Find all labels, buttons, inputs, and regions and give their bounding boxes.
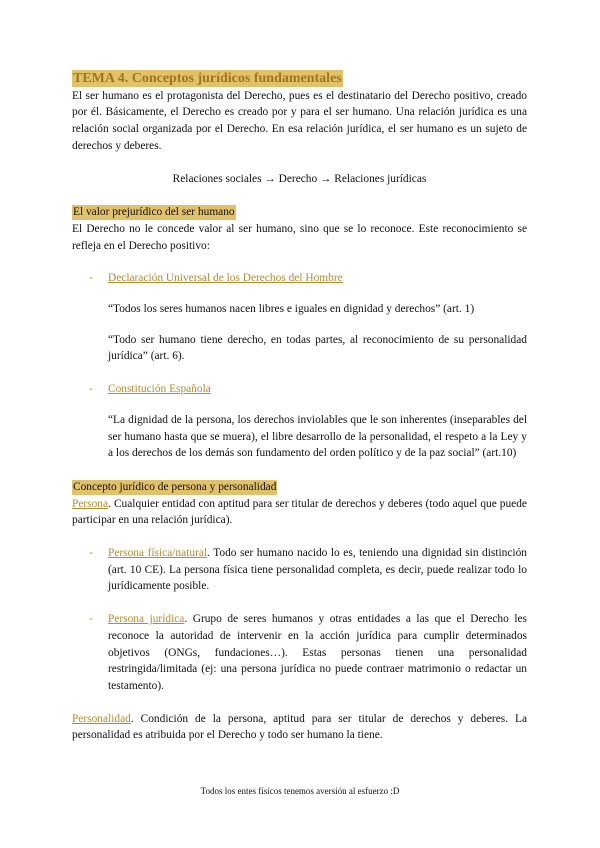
- intro-paragraph: El ser humano es el protagonista del Derecho, pues es el destinatario del Derecho positivo, creado por él. Básicamente, el Derecho es creado por y para el ser humano. Una relación jurídica es una relación social organizada por el Derecho. En esa relación jurídica, el ser humano es un sujeto de derechos y deberes.: [72, 89, 527, 152]
- quote-art1: “Todos los seres humanos nacen libres e iguales en dignidad y derechos” (art. 1): [108, 303, 475, 316]
- list-dash: -: [89, 383, 93, 396]
- section-persona-personalidad: [72, 462, 527, 744]
- list-item-fisica: [72, 545, 527, 595]
- list-item-juridica: [72, 611, 527, 695]
- term-persona-fisica[interactable]: Persona física/natural: [108, 547, 208, 560]
- link-declaracion-universal[interactable]: Declaración Universal de los Derechos del Hombre: [108, 272, 343, 285]
- persona-definition: [72, 496, 527, 529]
- list-item-constitucion: [72, 381, 527, 462]
- term-persona[interactable]: Persona: [72, 497, 109, 510]
- page-title: TEMA 4. Conceptos jurídicos fundamentales: [73, 71, 342, 86]
- personalidad-definition: [72, 711, 527, 744]
- quote-art10: “La dignidad de la persona, los derechos inviolables que le son inherentes (inseparables del ser humano hasta que se muera), el libre desarrollo de la personalidad, el respeto a la Ley y a los derechos de los demás son fundamento del orden político y de la paz social” (art.10): [108, 413, 527, 460]
- section-valor-text: El Derecho no le concede valor al ser humano, sino que se lo reconoce. Este reconocimiento se refleja en el Derecho positivo:: [72, 222, 527, 252]
- juridica-def-text: . Grupo de seres humanos y otras entidades a las que el Derecho les reconoce la autoridad de intervenir en la acción jurídica para cumplir determinados objetivos (ONGs, fundaciones…). Estas personas tienen una personalidad restringida/limitada (ej: una persona jurídica no puede contraer matrimonio o redactar un testamento).: [108, 613, 527, 692]
- document-page: [72, 70, 527, 744]
- term-personalidad[interactable]: Personalidad: [72, 712, 131, 725]
- section-heading-valor: El valor prejurídico del ser humano: [73, 206, 235, 219]
- list-dash: -: [89, 613, 93, 626]
- page-footer: Todos los entes físicos tenemos aversión al esfuerzo :D: [200, 786, 400, 796]
- list-item-declaracion: [72, 270, 527, 365]
- link-constitucion-espanola[interactable]: Constitución Española: [108, 383, 211, 396]
- list-dash: -: [89, 272, 93, 285]
- relations-formula: Relaciones sociales → Derecho → Relaciones jurídicas: [172, 172, 427, 185]
- list-dash: -: [89, 547, 93, 560]
- personalidad-def-text: . Condición de la persona, aptitud para ser titular de derechos y deberes. La personalidad es atribuida por el Derecho y todo ser humano la tiene.: [72, 712, 527, 742]
- fisica-def-text: . Todo ser humano nacido lo es, teniendo una dignidad sin distinción (art. 10 CE). La persona física tiene personalidad completa, es decir, puede realizar todo lo jurídicamente posible.: [108, 547, 527, 593]
- section-valor-prejuridico: [72, 187, 527, 462]
- term-persona-juridica[interactable]: Persona jurídica: [108, 613, 185, 626]
- section-heading-persona: Concepto jurídico de persona y personalidad: [73, 480, 277, 493]
- persona-def-text: . Cualquier entidad con aptitud para ser titular de derechos y deberes (todo aquel que puede participar en una relación jurídica).: [72, 497, 527, 527]
- quote-art6: “Todo ser humano tiene derecho, en todas partes, al reconocimiento de su personalidad jurídica” (art. 6).: [108, 333, 527, 363]
